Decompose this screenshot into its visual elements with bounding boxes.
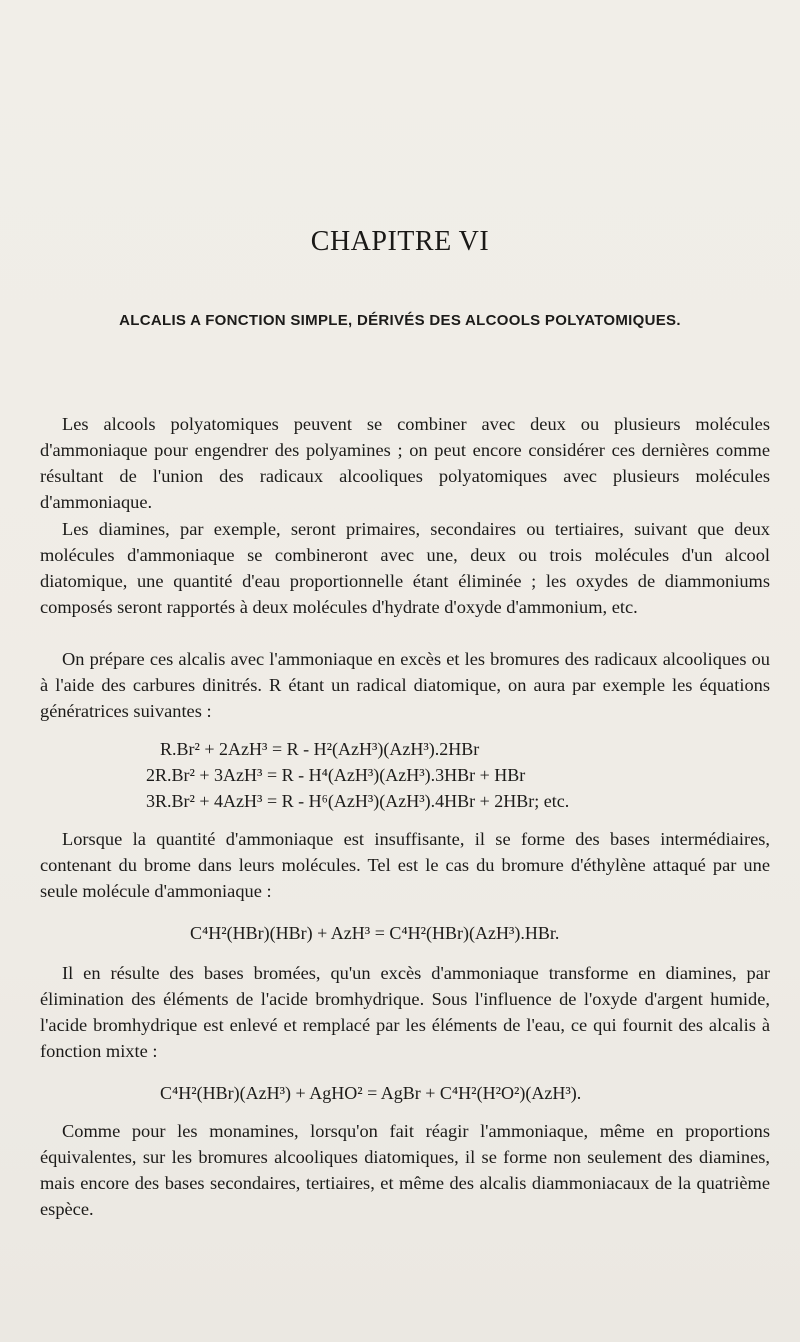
- paragraph-text: On prépare ces alcalis avec l'ammoniaque en excès et les bromures des radicaux alcooliques ou à l'aide des carbures dinitrés. R étant un radical diatomique, on aura par exemple les équations génératrices suivantes :: [40, 649, 770, 721]
- paragraph-2: [40, 516, 770, 620]
- chapter-title: CHAPITRE VI: [310, 226, 490, 257]
- equation-text: C⁴H²(HBr)(HBr) + AzH³ = C⁴H²(HBr)(AzH³).HBr.: [190, 923, 560, 943]
- equation-text: R.Br² + 2AzH³ = R - H²(AzH³)(AzH³).2HBr: [160, 739, 480, 759]
- equation-text: 2R.Br² + 3AzH³ = R - H⁴(AzH³)(AzH³).3HBr + HBr: [146, 765, 526, 785]
- paragraph-text: Lorsque la quantité d'ammoniaque est insuffisante, il se forme des bases intermédiaires, contenant du brome dans leurs molécules. Tel est le cas du bromure d'éthylène attaqué par une seule molécule d'ammoniaque :: [40, 829, 770, 901]
- paragraph-text: Il en résulte des bases bromées, qu'un excès d'ammoniaque transforme en diamines, par élimination des éléments de l'acide bromhydrique. Sous l'influence de l'oxyde d'argent humide, l'acide bromhydrique est enlevé et remplacé par les éléments de l'eau, ce qui fournit des alcalis à fonction mixte :: [40, 963, 770, 1061]
- paragraph-text: Les diamines, par exemple, seront primaires, secondaires ou tertiaires, suivant que deux molécules d'ammoniaque se combineront avec une, deux ou trois molécules d'un alcool diatomique, une quantité d'eau proportionnelle étant éliminée ; les oxydes de diammoniums composés seront rapportés à deux molécules d'hydrate d'oxyde d'ammonium, etc.: [40, 519, 770, 617]
- equation-text: C⁴H²(HBr)(AzH³) + AgHO² = AgBr + C⁴H²(H²O²)(AzH³).: [160, 1083, 582, 1103]
- paragraph-3: [40, 646, 770, 724]
- paragraph-6: [40, 1118, 770, 1222]
- paragraph-text: Les alcools polyatomiques peuvent se combiner avec deux ou plusieurs molécules d'ammoniaque pour engendrer des polyamines ; on peut encore considérer ces dernières comme résultant de l'union des radicaux alcooliques polyatomiques avec plusieurs molécules d'ammoniaque.: [40, 414, 770, 512]
- equation-text: 3R.Br² + 4AzH³ = R - H⁶(AzH³)(AzH³).4HBr + 2HBr; etc.: [146, 791, 570, 811]
- paragraph-1: [40, 411, 770, 515]
- paragraph-text: Comme pour les monamines, lorsqu'on fait réagir l'ammoniaque, même en proportions équivalentes, sur les bromures alcooliques diatomiques, il se forme non seulement des diamines, mais encore des bases secondaires, tertiaires, et même des alcalis diammoniacaux de la quatrième espèce.: [40, 1121, 770, 1219]
- section-title: ALCALIS A FONCTION SIMPLE, DÉRIVÉS DES ALCOOLS POLYATOMIQUES.: [119, 312, 681, 329]
- paragraph-5: [40, 960, 770, 1064]
- paragraph-4: [40, 826, 770, 904]
